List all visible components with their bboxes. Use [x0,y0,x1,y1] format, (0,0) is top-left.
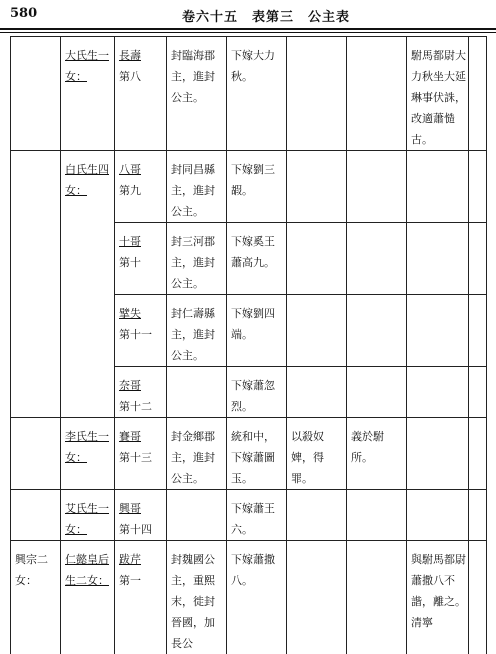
name-cell: 跋芹 第一 [115,541,167,654]
mother-cell: 艾氏生一女： [61,490,115,541]
title-cell: 封同昌縣主，進封公主。 [167,151,227,223]
title-cell: 封臨海郡主，進封公主。 [167,37,227,151]
title-cell: 封魏國公主，重熙末，徙封晉國，加長公 [167,541,227,654]
table-row [11,37,487,151]
event-cell: 以殺奴婢，得罪。 [287,418,347,490]
ending-cell [347,541,407,654]
header-rule [0,28,496,30]
event-cell [287,223,347,295]
event-cell [287,295,347,367]
header-rule-thin [0,32,496,33]
mother-cell [61,295,115,367]
extra-cell [469,541,487,654]
emperor-cell [11,37,61,151]
marriage-cell: 下嫁蕭撒八。 [227,541,287,654]
extra-cell [469,490,487,541]
title-cell [167,367,227,418]
mother-cell [61,223,115,295]
husband-note-cell: 與駙馬都尉蕭撒八不諧，離之。清寧 [407,541,469,654]
event-cell [287,151,347,223]
marriage-cell: 下嫁劉三嘏。 [227,151,287,223]
table-row [11,151,487,223]
princess-table [10,36,487,654]
emperor-cell [11,295,61,367]
event-cell [287,37,347,151]
husband-note-cell [407,490,469,541]
name-cell: 八哥 第九 [115,151,167,223]
name-cell: 長壽 第八 [115,37,167,151]
title-cell: 封三河郡主，進封公主。 [167,223,227,295]
marriage-cell: 下嫁奚王蕭高九。 [227,223,287,295]
extra-cell [469,367,487,418]
husband-note-cell [407,367,469,418]
name-cell: 賽哥 第十三 [115,418,167,490]
mother-cell: 仁懿皇后生二女： [61,541,115,654]
extra-cell [469,223,487,295]
extra-cell [469,37,487,151]
title-cell [167,490,227,541]
table-row [11,541,487,654]
mother-cell: 大氏生一女： [61,37,115,151]
event-cell [287,541,347,654]
table-row [11,223,487,295]
emperor-cell [11,418,61,490]
name-cell: 興哥 第十四 [115,490,167,541]
running-header: 卷六十五 表第三 公主表 [182,6,350,25]
ending-cell: 義於駙所。 [347,418,407,490]
emperor-cell [11,151,61,223]
event-cell [287,367,347,418]
extra-cell [469,151,487,223]
event-cell [287,490,347,541]
husband-note-cell [407,295,469,367]
marriage-cell: 下嫁蕭忽烈。 [227,367,287,418]
mother-cell [61,367,115,418]
name-cell: 擘失 第十一 [115,295,167,367]
ending-cell [347,223,407,295]
ending-cell [347,367,407,418]
emperor-cell: 興宗二女： [11,541,61,654]
mother-cell: 白氏生四女： [61,151,115,223]
marriage-cell: 下嫁蕭王六。 [227,490,287,541]
table-row [11,490,487,541]
husband-note-cell [407,151,469,223]
extra-cell [469,295,487,367]
emperor-cell [11,367,61,418]
husband-note-cell [407,418,469,490]
page-number: 580 [10,6,37,21]
emperor-cell [11,490,61,541]
table-row [11,367,487,418]
title-cell: 封仁壽縣主，進封公主。 [167,295,227,367]
husband-note-cell [407,223,469,295]
table-row [11,295,487,367]
ending-cell [347,295,407,367]
ending-cell [347,37,407,151]
table-row [11,418,487,490]
ending-cell [347,490,407,541]
mother-cell: 李氏生一女： [61,418,115,490]
extra-cell [469,418,487,490]
husband-note-cell: 駙馬都尉大力秋坐大延琳事伏誅，改適蕭慥古。 [407,37,469,151]
name-cell: 十哥 第十 [115,223,167,295]
marriage-cell: 下嫁劉四端。 [227,295,287,367]
emperor-cell [11,223,61,295]
marriage-cell: 下嫁大力秋。 [227,37,287,151]
title-cell: 封金鄉郡主，進封公主。 [167,418,227,490]
marriage-cell: 統和中，下嫁蕭圖玉。 [227,418,287,490]
name-cell: 奈哥 第十二 [115,367,167,418]
ending-cell [347,151,407,223]
